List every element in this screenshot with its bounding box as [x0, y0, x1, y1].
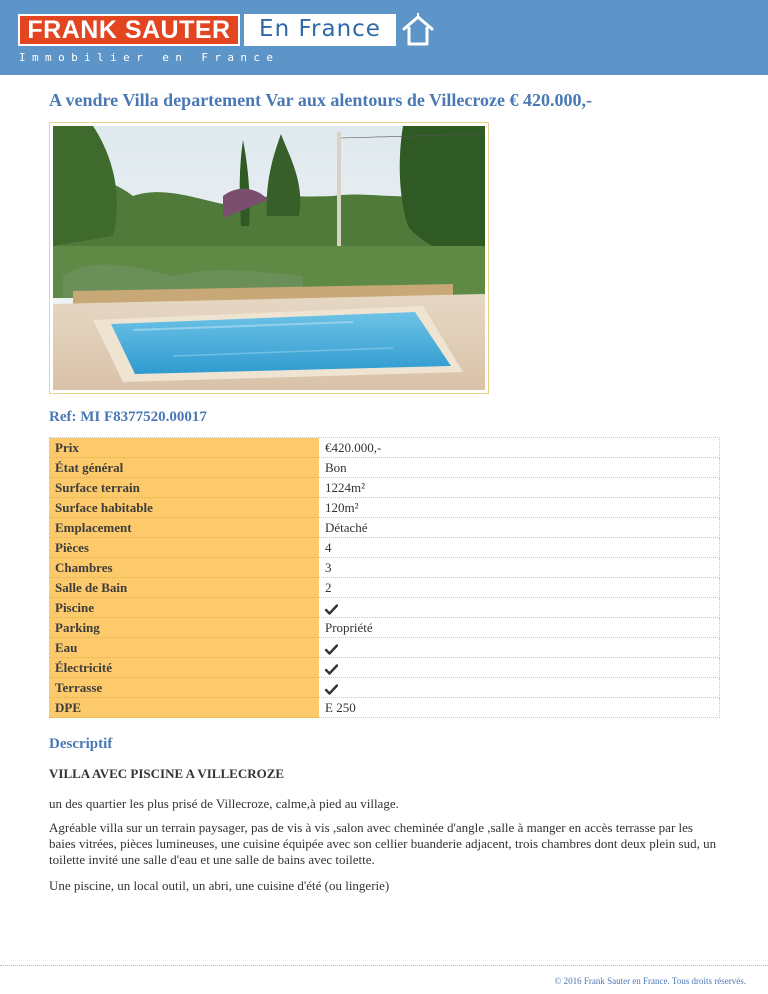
property-photo — [49, 122, 489, 394]
detail-row — [49, 578, 720, 598]
logo-en-france[interactable]: En France — [244, 14, 396, 46]
detail-row — [49, 598, 720, 618]
description-paragraph-2: Agréable villa sur un terrain paysager, pas de vis à vis ,salon avec cheminée d'angle ,salle à manger en accès terrasse par les baies vitrées, pièces lumineuses, une cuisine équipée avec son cellier buanderie adjacent, trois chambres dont deux plein sud, un toilette invité une salle d'eau et une salle de bains avec toilette. — [49, 820, 717, 867]
detail-label: Prix — [49, 438, 319, 458]
detail-row — [49, 478, 720, 498]
detail-label: État général — [49, 458, 319, 478]
check-icon — [325, 604, 338, 615]
detail-row — [49, 678, 720, 698]
detail-label: Eau — [49, 638, 319, 658]
check-icon — [325, 644, 338, 655]
detail-label: DPE — [49, 698, 319, 718]
detail-value: Bon — [319, 458, 720, 478]
detail-label: Salle de Bain — [49, 578, 319, 598]
detail-row — [49, 458, 720, 478]
detail-value — [319, 678, 720, 698]
detail-value — [319, 658, 720, 678]
villa-pool-image — [53, 126, 485, 390]
detail-row — [49, 618, 720, 638]
detail-value — [319, 598, 720, 618]
detail-value: €420.000,- — [319, 438, 720, 458]
check-icon — [325, 684, 338, 695]
detail-row — [49, 438, 720, 458]
detail-value: Détaché — [319, 518, 720, 538]
detail-value: E 250 — [319, 698, 720, 718]
detail-value — [319, 638, 720, 658]
footer-copyright: © 2016 Frank Sauter en France. Tous droits réservés. — [554, 976, 746, 986]
logo-frank-sauter[interactable]: FRANK SAUTER — [18, 14, 240, 46]
check-icon — [325, 664, 338, 675]
description-paragraph-3: Une piscine, un local outil, un abri, une cuisine d'été (ou lingerie) — [49, 878, 390, 893]
detail-value: 1224m² — [319, 478, 720, 498]
detail-value: 3 — [319, 558, 720, 578]
detail-label: Surface terrain — [49, 478, 319, 498]
detail-row — [49, 558, 720, 578]
property-reference: Ref: MI F8377520.00017 — [49, 409, 207, 425]
detail-label: Parking — [49, 618, 319, 638]
footer-divider — [0, 965, 768, 966]
logo-tagline: Immobilier en France — [19, 51, 280, 64]
detail-label: Surface habitable — [49, 498, 319, 518]
description-heading: Descriptif — [49, 736, 113, 752]
detail-row — [49, 498, 720, 518]
detail-value: Propriété — [319, 618, 720, 638]
description-subtitle: VILLA AVEC PISCINE A VILLECROZE — [49, 766, 285, 781]
detail-label: Terrasse — [49, 678, 319, 698]
property-details-table — [49, 437, 720, 718]
detail-row — [49, 538, 720, 558]
description-paragraph-1: un des quartier les plus prisé de Villecroze, calme,à pied au village. — [49, 796, 399, 811]
page-title: A vendre Villa departement Var aux alentours de Villecroze € 420.000,- — [49, 90, 592, 110]
detail-label: Emplacement — [49, 518, 319, 538]
detail-value: 4 — [319, 538, 720, 558]
detail-label: Électricité — [49, 658, 319, 678]
detail-label: Piscine — [49, 598, 319, 618]
detail-row — [49, 698, 720, 718]
detail-value: 2 — [319, 578, 720, 598]
house-icon — [400, 12, 436, 48]
detail-row — [49, 518, 720, 538]
site-header — [0, 0, 768, 75]
detail-row — [49, 658, 720, 678]
detail-value: 120m² — [319, 498, 720, 518]
detail-row — [49, 638, 720, 658]
detail-label: Pièces — [49, 538, 319, 558]
detail-label: Chambres — [49, 558, 319, 578]
